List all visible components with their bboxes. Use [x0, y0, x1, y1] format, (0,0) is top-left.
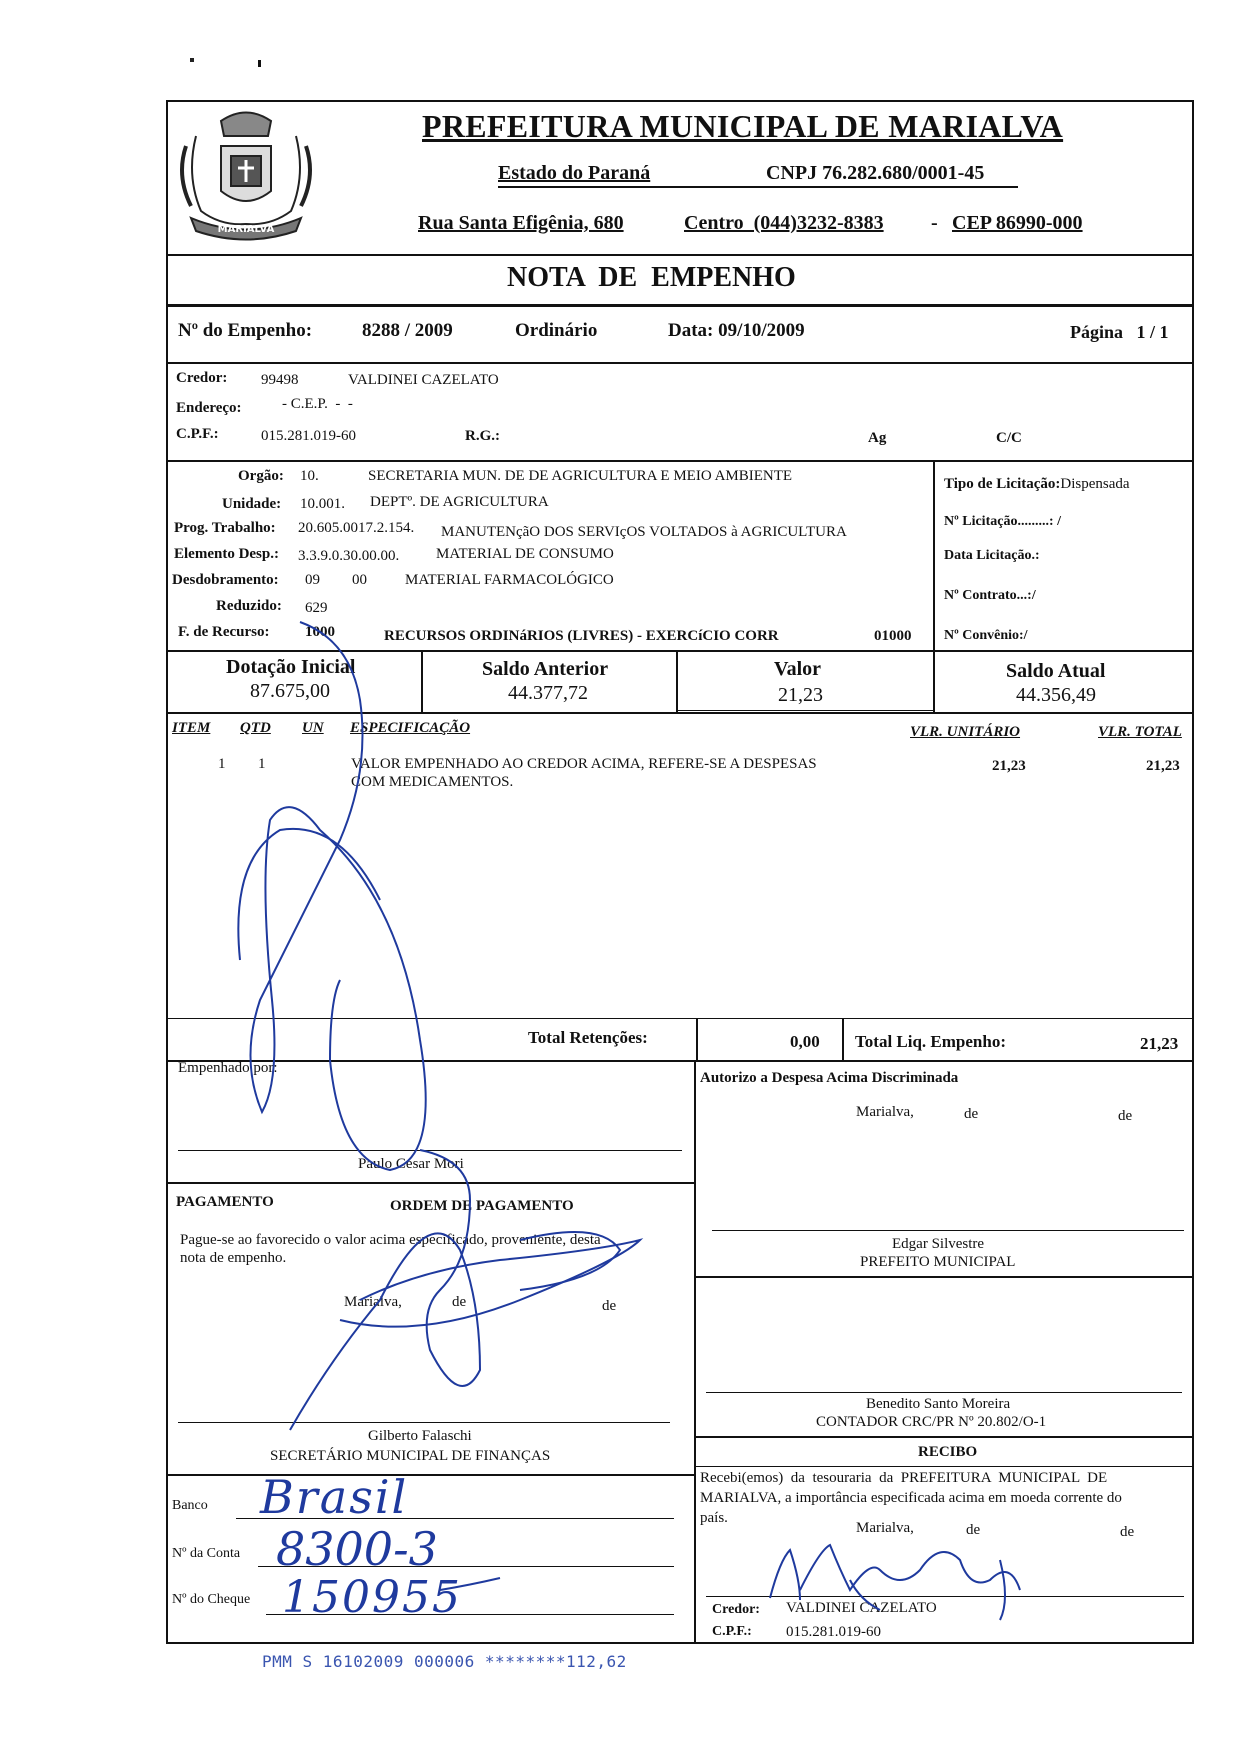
unidade-code: 10.001. — [300, 496, 345, 512]
col-un: UN — [302, 720, 324, 736]
recibo-de-2: de — [1120, 1524, 1135, 1540]
retencoes-value: 0,00 — [790, 1032, 820, 1051]
prefeito-title: PREFEITO MUNICIPAL — [860, 1254, 1016, 1270]
saldo-anterior-label: Saldo Anterior — [482, 658, 609, 680]
pagamento-place: Marialva, — [344, 1294, 402, 1310]
recurso-number: 01000 — [874, 628, 912, 644]
elemento-name: MATERIAL DE CONSUMO — [436, 546, 614, 562]
autorizo-place: Marialva, — [856, 1104, 914, 1120]
col-qtd: QTD — [240, 720, 271, 736]
recibo-text-1: Recebi(emos) da tesouraria da PREFEITURA MUNICIPAL DE — [700, 1470, 1108, 1486]
cc-label: C/C — [996, 430, 1022, 446]
recibo-cpf: 015.281.019-60 — [786, 1624, 881, 1640]
item-qtd: 1 — [258, 756, 266, 772]
empenho-type: Ordinário — [515, 320, 598, 341]
pagamento-de-1: de — [452, 1294, 467, 1310]
contador-title: CONTADOR CRC/PR Nº 20.802/O-1 — [816, 1414, 1047, 1430]
orgao-name: SECRETARIA MUN. DE DE AGRICULTURA E MEIO AMBIENTE — [368, 468, 793, 484]
dotacao-value: 87.675,00 — [250, 680, 330, 702]
item-vlr-total: 21,23 — [1146, 758, 1180, 774]
ordem-pagamento-label: ORDEM DE PAGAMENTO — [390, 1198, 574, 1214]
prefeito-name: Edgar Silvestre — [892, 1236, 985, 1252]
prog-code: 20.605.0017.2.154. — [298, 520, 415, 536]
pagamento-text-1: Pague-se ao favorecido o valor acima especificado, proveniente, desta — [180, 1232, 601, 1248]
col-vlr-unit: VLR. UNITÁRIO — [910, 724, 1021, 740]
liquido-value: 21,23 — [1140, 1034, 1179, 1053]
desdobramento-code: 09 — [305, 572, 320, 588]
ag-label: Ag — [868, 430, 887, 446]
recurso-code: 1000 — [305, 624, 335, 640]
reduzido-label: Reduzido: — [216, 598, 282, 614]
liquido-label: Total Liq. Empenho: — [855, 1032, 1006, 1051]
credor-address: - C.E.P. - - — [282, 396, 353, 412]
cnpj-label: CNPJ 76.282.680/0001-45 — [766, 162, 985, 184]
numero-contrato: Nº Contrato...:/ — [944, 588, 1036, 603]
empenhado-por-label: Empenhado por: — [178, 1060, 278, 1076]
address-field-label: Endereço: — [176, 400, 242, 416]
autorizo-label: Autorizo a Despesa Acima Discriminada — [700, 1070, 959, 1086]
empenho-date: Data: 09/10/2009 — [668, 320, 805, 341]
desdobramento-label: Desdobramento: — [172, 572, 279, 588]
orgao-label: Orgão: — [238, 468, 284, 484]
contador-name: Benedito Santo Moreira — [866, 1396, 1011, 1412]
col-spec: ESPECIFICAÇÃO — [350, 720, 471, 736]
recibo-text-3: país. — [700, 1510, 728, 1526]
document-title: NOTA DE EMPENHO — [507, 262, 796, 293]
valor-value: 21,23 — [778, 684, 823, 706]
recibo-credor-label: Credor: — [712, 1602, 760, 1617]
pagamento-de-2: de — [602, 1298, 617, 1314]
elemento-code: 3.3.9.0.30.00.00. — [298, 548, 400, 564]
secretario-title: SECRETÁRIO MUNICIPAL DE FINANÇAS — [270, 1448, 551, 1464]
phone-label: Centro (044)3232-8383 — [684, 212, 884, 234]
valor-label: Valor — [774, 658, 822, 680]
reduzido-value: 629 — [305, 600, 328, 616]
page-indicator: Página 1 / 1 — [1070, 322, 1169, 342]
dotacao-label: Dotação Inicial — [226, 656, 356, 678]
prog-name: MANUTENçãO DOS SERVIçOS VOLTADOS à AGRICULTURA — [441, 524, 847, 540]
seal-text: MARIALVA — [217, 224, 275, 235]
data-licitacao: Data Licitação.: — [944, 548, 1040, 563]
empenhado-name: Paulo César Mori — [358, 1156, 464, 1172]
cheque-handwritten: 150955 — [282, 1572, 462, 1623]
cheque-underline-stroke — [440, 1578, 500, 1590]
address-label: Rua Santa Efigênia, 680 — [418, 212, 624, 234]
item-spec-line2: COM MEDICAMENTOS. — [351, 774, 514, 790]
recibo-cpf-label: C.P.F.: — [712, 1624, 752, 1639]
saldo-anterior-value: 44.377,72 — [508, 682, 588, 704]
signature-secretario — [290, 1150, 640, 1430]
credor-code: 99498 — [261, 372, 299, 388]
empenho-number: 8288 / 2009 — [362, 320, 453, 341]
pagamento-label: PAGAMENTO — [176, 1194, 274, 1210]
item-spec-line1: VALOR EMPENHADO AO CREDOR ACIMA, REFERE-SE A DESPESAS — [351, 756, 817, 772]
signature-empenhado — [250, 622, 425, 1170]
signature-empenhado-loop — [238, 829, 380, 960]
banco-handwritten: Brasil — [260, 1470, 409, 1524]
recibo-place: Marialva, — [856, 1520, 914, 1536]
credor-name: VALDINEI CAZELATO — [348, 372, 499, 388]
numero-licitacao: Nº Licitação.........: / — [944, 514, 1061, 529]
signature-credor — [770, 1545, 1020, 1620]
recibo-de-1: de — [966, 1522, 981, 1538]
recibo-label: RECIBO — [918, 1444, 978, 1460]
pagamento-text-2: nota de empenho. — [180, 1250, 287, 1266]
item-number: 1 — [218, 756, 226, 772]
credor-cpf: 015.281.019-60 — [261, 428, 356, 444]
autorizo-de-1: de — [964, 1106, 979, 1122]
banco-label: Banco — [172, 1498, 208, 1513]
retencoes-label: Total Retenções: — [528, 1028, 648, 1047]
orgao-code: 10. — [300, 468, 319, 484]
col-vlr-total: VLR. TOTAL — [1098, 724, 1182, 740]
credor-label: Credor: — [176, 370, 228, 386]
unidade-label: Unidade: — [222, 496, 282, 512]
empenho-number-label: Nº do Empenho: — [178, 320, 313, 341]
cheque-label: Nº do Cheque — [172, 1592, 251, 1607]
cpf-label: C.P.F.: — [176, 426, 219, 442]
state-label: Estado do Paraná — [498, 162, 651, 184]
signature-secretario-flourish — [520, 1232, 620, 1290]
col-item: ITEM — [172, 720, 211, 736]
unidade-name: DEPTº. DE AGRICULTURA — [370, 494, 549, 510]
rg-label: R.G.: — [465, 428, 500, 444]
conta-label: Nº da Conta — [172, 1546, 241, 1561]
saldo-atual-value: 44.356,49 — [1016, 684, 1096, 706]
prog-label: Prog. Trabalho: — [174, 520, 276, 536]
bank-stamp: PMM S 16102009 000006 ********112,62 — [262, 1652, 627, 1671]
elemento-label: Elemento Desp.: — [174, 546, 279, 562]
recibo-text-2: MARIALVA, a importância especificada acima em moeda corrente do — [700, 1490, 1122, 1506]
cep-label: CEP 86990-000 — [952, 212, 1083, 234]
saldo-atual-label: Saldo Atual — [1006, 660, 1106, 682]
recurso-name: RECURSOS ORDINáRIOS (LIVRES) - EXERCíCIO CORR — [384, 628, 779, 644]
dash-separator: - — [931, 212, 938, 234]
item-vlr-unit: 21,23 — [992, 758, 1026, 774]
tipo-licitacao-label: Tipo de Licitação:Dispensada — [944, 476, 1130, 492]
municipality-title: PREFEITURA MUNICIPAL DE MARIALVA — [422, 108, 1064, 144]
recurso-label: F. de Recurso: — [178, 624, 270, 640]
desdobramento-sub: 00 — [352, 572, 367, 588]
secretario-name: Gilberto Falaschi — [368, 1428, 472, 1444]
recibo-credor-name: VALDINEI CAZELATO — [786, 1600, 937, 1616]
conta-handwritten: 8300-3 — [276, 1522, 438, 1576]
desdobramento-name: MATERIAL FARMACOLÓGICO — [405, 572, 614, 588]
numero-convenio: Nº Convênio:/ — [944, 628, 1028, 643]
autorizo-de-2: de — [1118, 1108, 1133, 1124]
